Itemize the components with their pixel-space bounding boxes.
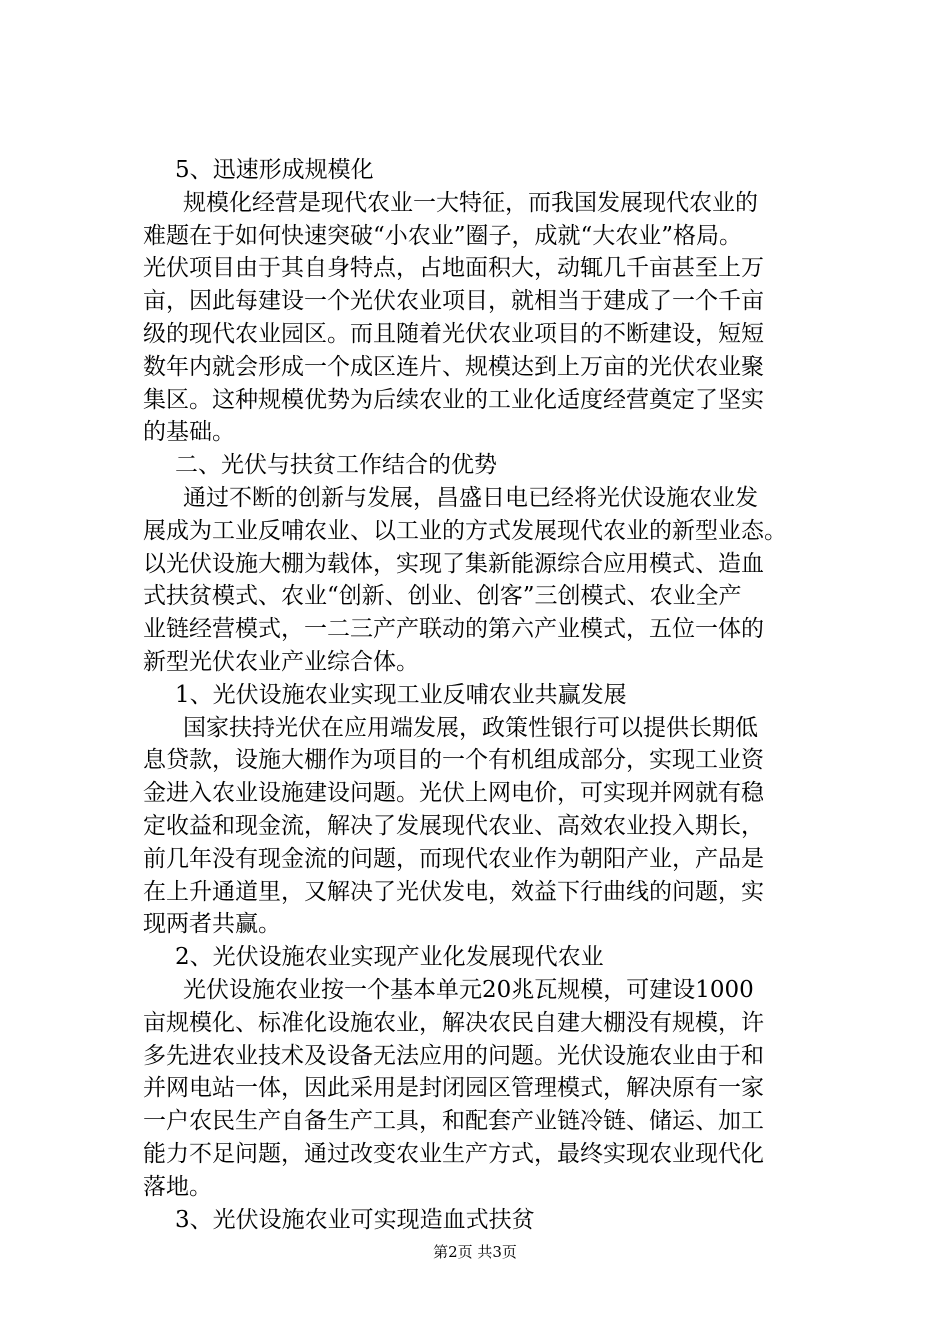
- paragraph-line: 金进入农业设施建设问题。光伏上网电价，可实现并网就有稳: [143, 780, 764, 807]
- paragraph-line: 难题在于如何快速突破“小农业”圈子，成就“大农业”格局。: [143, 222, 743, 249]
- section-heading: 3、光伏设施农业可实现造血式扶贫: [175, 1206, 535, 1233]
- paragraph-line: 通过不断的创新与发展，昌盛日电已经将光伏设施农业发: [183, 484, 758, 511]
- paragraph-line: 国家扶持光伏在应用端发展，政策性银行可以提供长期低: [183, 714, 758, 741]
- paragraph-line: 定收益和现金流，解决了发展现代农业、高效农业投入期长，: [143, 812, 764, 839]
- paragraph-line: 集区。这种规模优势为后续农业的工业化适度经营奠定了坚实: [143, 386, 764, 413]
- paragraph-line: 并网电站一体，因此采用是封闭园区管理模式，解决原有一家: [143, 1075, 764, 1102]
- page-footer: 第2页 共3页: [433, 1243, 517, 1261]
- paragraph-line: 数年内就会形成一个成区连片、规模达到上万亩的光伏农业聚: [143, 353, 764, 380]
- paragraph-line: 能力不足问题，通过改变农业生产方式，最终实现农业现代化: [143, 1140, 764, 1167]
- paragraph-line: 规模化经营是现代农业一大特征，而我国发展现代农业的: [183, 189, 758, 216]
- paragraph-line: 级的现代农业园区。而且随着光伏农业项目的不断建设，短短: [143, 320, 764, 347]
- paragraph-line: 式扶贫模式、农业“创新、创业、创客”三创模式、农业全产: [143, 583, 742, 610]
- paragraph-line: 的基础。: [143, 419, 235, 446]
- paragraph-line: 落地。: [143, 1173, 212, 1200]
- paragraph-line: 光伏项目由于其自身特点，占地面积大，动辄几千亩甚至上万: [143, 255, 764, 282]
- section-heading: 二、光伏与扶贫工作结合的优势: [175, 452, 497, 479]
- paragraph-line: 一户农民生产自备生产工具，和配套产业链冷链、储运、加工: [143, 1108, 764, 1135]
- paragraph-line: 以光伏设施大棚为载体，实现了集新能源综合应用模式、造血: [143, 550, 764, 577]
- paragraph-line: 多先进农业技术及设备无法应用的问题。光伏设施农业由于和: [143, 1042, 764, 1069]
- paragraph-line: 亩，因此每建设一个光伏农业项目，就相当于建成了一个千亩: [143, 288, 764, 315]
- paragraph-line: 展成为工业反哺农业、以工业的方式发展现代农业的新型业态。: [143, 517, 787, 544]
- paragraph-line: 新型光伏农业产业综合体。: [143, 648, 419, 675]
- paragraph-line: 前几年没有现金流的问题，而现代农业作为朝阳产业，产品是: [143, 845, 764, 872]
- paragraph-line: 在上升通道里，又解决了光伏发电，效益下行曲线的问题，实: [143, 878, 764, 905]
- section-heading: 5、迅速形成规模化: [175, 157, 374, 183]
- section-heading: 1、光伏设施农业实现工业反哺农业共赢发展: [175, 681, 627, 708]
- paragraph-line: 亩规模化、标准化设施农业，解决农民自建大棚没有规模，许: [143, 1009, 764, 1036]
- paragraph-line: 现两者共赢。: [143, 911, 281, 938]
- paragraph-line: 业链经营模式，一二三产产联动的第六产业模式，五位一体的: [143, 616, 764, 643]
- section-heading: 2、光伏设施农业实现产业化发展现代农业: [175, 944, 604, 971]
- paragraph-line: 息贷款，设施大棚作为项目的一个有机组成部分，实现工业资: [143, 747, 764, 774]
- paragraph-line: 光伏设施农业按一个基本单元20兆瓦规模，可建设1000: [183, 976, 754, 1003]
- document-body: [143, 154, 833, 1236]
